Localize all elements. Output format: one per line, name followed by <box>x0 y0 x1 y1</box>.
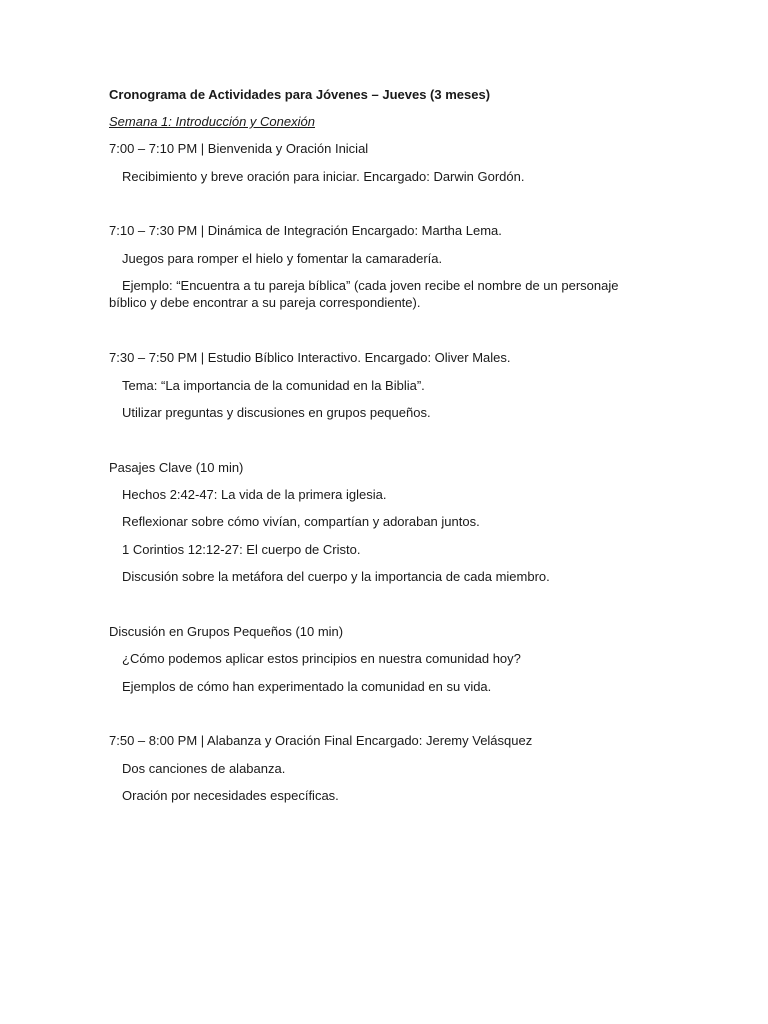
schedule-block-heading: 7:00 – 7:10 PM | Bienvenida y Oración Inicial <box>109 141 369 156</box>
schedule-block-line: 1 Corintios 12:12-27: El cuerpo de Cristo. <box>122 542 361 557</box>
schedule-block-line: Tema: “La importancia de la comunidad en la Biblia”. <box>122 378 425 393</box>
schedule-block-line: Oración por necesidades específicas. <box>122 788 339 803</box>
document-title: Cronograma de Actividades para Jóvenes – Jueves (3 meses) <box>109 87 491 102</box>
schedule-block-line: Juegos para romper el hielo y fomentar la camaradería. <box>122 251 443 266</box>
schedule-block-line: Reflexionar sobre cómo vivían, compartían y adoraban juntos. <box>122 514 480 529</box>
schedule-block-heading: 7:50 – 8:00 PM | Alabanza y Oración Final Encargado: Jeremy Velásquez <box>109 733 533 748</box>
schedule-block-line: Dos canciones de alabanza. <box>122 761 286 776</box>
schedule-block-line: ¿Cómo podemos aplicar estos principios en nuestra comunidad hoy? <box>122 651 521 666</box>
schedule-block-line: Ejemplos de cómo han experimentado la comunidad en su vida. <box>122 679 492 694</box>
schedule-block-heading: 7:30 – 7:50 PM | Estudio Bíblico Interactivo. Encargado: Oliver Males. <box>109 350 511 365</box>
schedule-block-line: Ejemplo: “Encuentra a tu pareja bíblica” (cada joven recibe el nombre de un personaje <box>122 278 619 293</box>
schedule-block-line: Recibimiento y breve oración para iniciar. Encargado: Darwin Gordón. <box>122 169 525 184</box>
schedule-block-line: Discusión sobre la metáfora del cuerpo y la importancia de cada miembro. <box>122 569 550 584</box>
schedule-block-heading: Discusión en Grupos Pequeños (10 min) <box>109 624 344 639</box>
schedule-block-line: bíblico y debe encontrar a su pareja correspondiente). <box>109 295 421 310</box>
schedule-block-heading: Pasajes Clave (10 min) <box>109 460 244 475</box>
schedule-block-heading: 7:10 – 7:30 PM | Dinámica de Integración Encargado: Martha Lema. <box>109 223 502 238</box>
schedule-block-line: Utilizar preguntas y discusiones en grupos pequeños. <box>122 405 431 420</box>
schedule-block-line: Hechos 2:42-47: La vida de la primera iglesia. <box>122 487 387 502</box>
week-heading: Semana 1: Introducción y Conexión <box>109 114 315 129</box>
